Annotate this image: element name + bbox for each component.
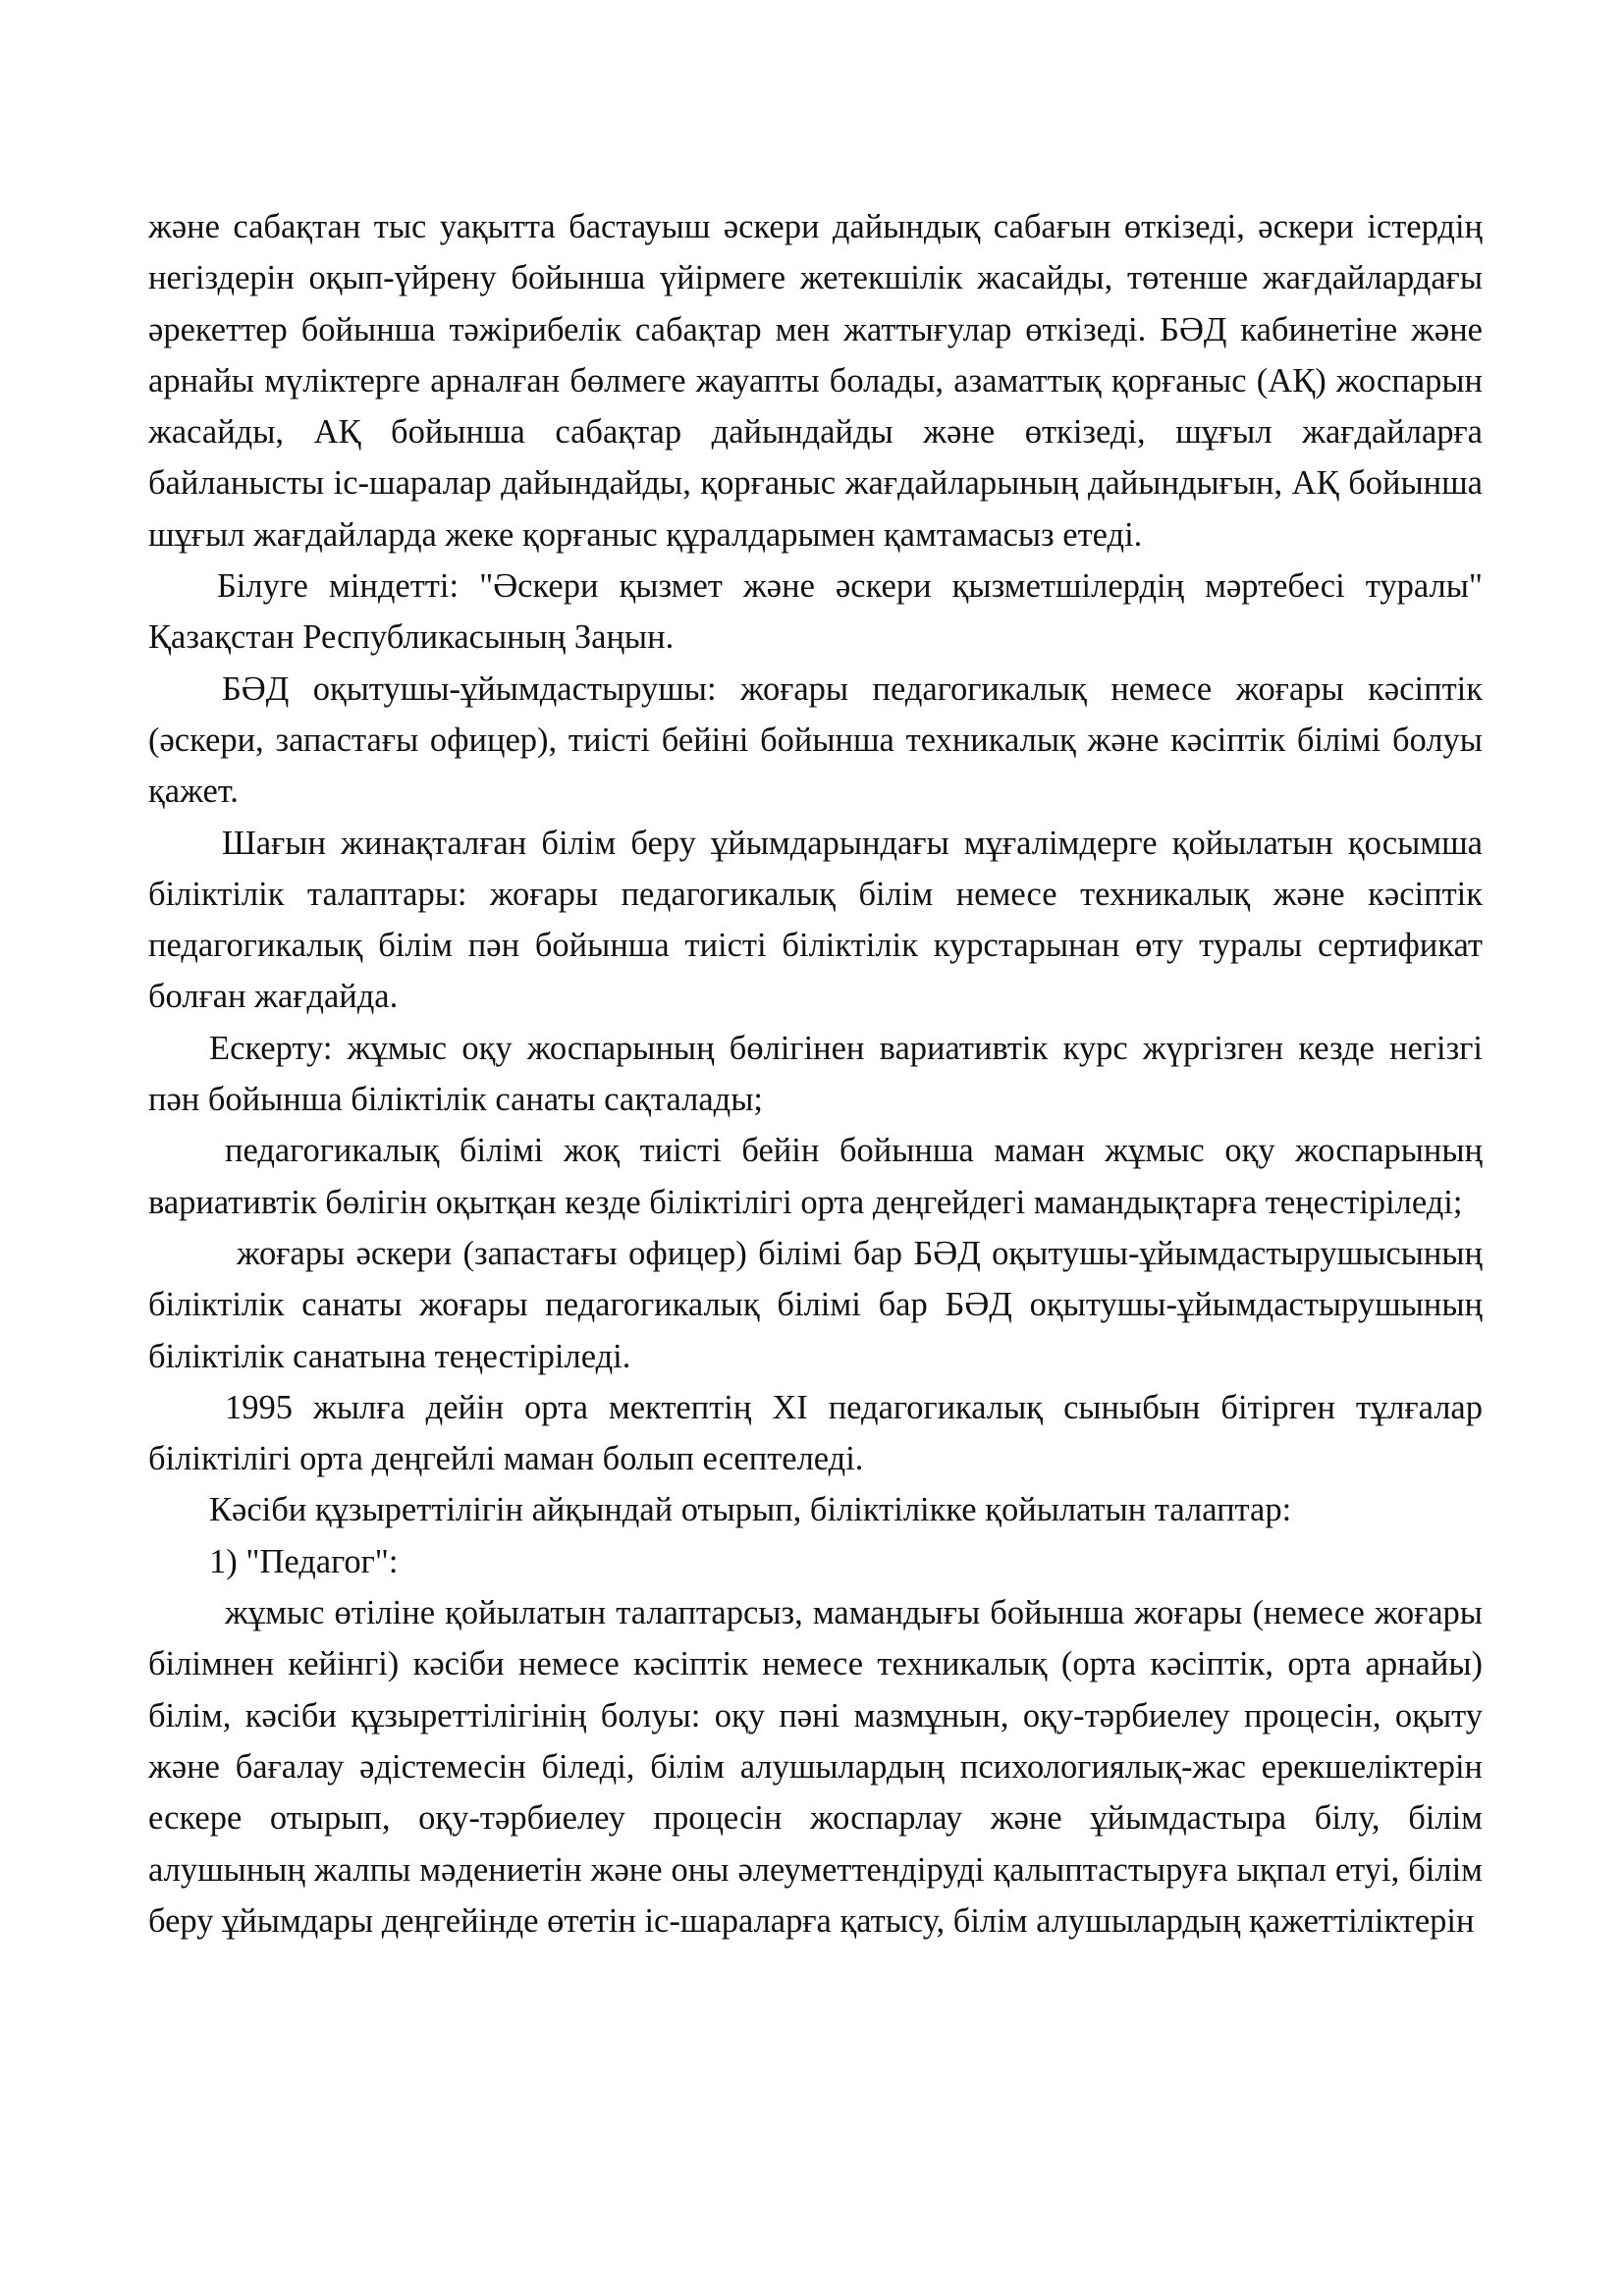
paragraph-pedagogue-requirements: жұмыс өтіліне қойылатын талаптарсыз, мамандығы бойынша жоғары (немесе жоғары білімнен кейінгі) кәсіби немесе кәсіптік немесе техникалық (орта кәсіптік, орта арнайы) білім, кәсіби құзыреттілігінің болуы: оқу пәні мазмұнын, оқу-тәрбиелеу процесін, оқыту және бағалау әдістемесін біледі, білім алушылардың психологиялық-жас ерекшеліктерін ескере отырып, оқу-тәрбиелеу процесін жоспарлау және ұйымдастыра білу, білім алушының жалпы мәдениетін және оны әлеуметтендіруді қалыптастыруға ықпал етуі, білім беру ұйымдары деңгейінде өтетін іс-шараларға қатысу, білім алушылардың қажеттіліктерін [148, 1594, 1483, 1940]
paragraph-military-education: жоғары әскери (запастағы офицер) білімі бар БӘД оқытушы-ұйымдастырушысының біліктілік санаты жоғары педагогикалық білімі бар БӘД оқытушы-ұйымдастырушының біліктілік санатына теңестіріледі. [148, 1234, 1483, 1375]
paragraph-no-pedagogical-education: педагогикалық білімі жоқ тиісті бейін бойынша маман жұмыс оқу жоспарының вариативтік бөлігін оқытқан кезде біліктілігі орта деңгейдегі мамандықтарға теңестіріледі; [148, 1132, 1483, 1221]
paragraph-small-school-requirements: Шағын жинақталған білім беру ұйымдарындағы мұғалімдерге қойылатын қосымша біліктілік талаптары: жоғары педагогикалық білім немесе техникалық және кәсіптік педагогикалық білім пән бойынша тиісті біліктілік курстарынан өту туралы сертификат болған жағдайда. [148, 824, 1483, 1016]
list-item-pedagogue-heading: 1) "Педагог": [209, 1542, 399, 1580]
paragraph-note: Ескерту: жұмыс оқу жоспарының бөлігінен вариативтік курс жүргізген кезде негізгі пән бойынша біліктілік санаты сақталады; [148, 1029, 1483, 1119]
paragraph-qualification-requirements: Кәсіби құзыреттілігін айқындай отырып, біліктілікке қойылатын талаптар: [209, 1491, 1292, 1529]
paragraph-duties-continued: және сабақтан тыс уақытта бастауыш әскери дайындық сабағын өткізеді, әскери істердің негіздерін оқып-үйрену бойынша үйірмеге жетекшілік жасайды, төтенше жағдайлардағы әрекеттер бойынша тәжірибелік сабақтар мен жаттығулар өткізеді. БӘД кабинетіне және арнайы мүліктерге арналған бөлмеге жауапты болады, азаматтық қорғаныс (АҚ) жоспарын жасайды, АҚ бойынша сабақтар дайындайды және өткізеді, шұғыл жағдайларға байланысты іс-шаралар дайындайды, қорғаныс жағдайларының дайындығын, АҚ бойынша шұғыл жағдайларда жеке қорғаныс құралдарымен қамтамасыз етеді. [148, 208, 1483, 554]
document-page [148, 201, 1483, 1947]
paragraph-must-know: Білуге міндетті: "Әскери қызмет және әскери қызметшілердің мәртебесі туралы" Қазақстан Республикасының Заңын. [148, 567, 1483, 657]
paragraph-1995-graduates: 1995 жылға дейін орта мектептің XI педагогикалық сыныбын бітірген тұлғалар біліктілігі орта деңгейлі маман болып есептеледі. [148, 1388, 1483, 1478]
paragraph-bad-teacher-requirements: БӘД оқытушы-ұйымдастырушы: жоғары педагогикалық немесе жоғары кәсіптік (әскери, запастағы офицер), тиісті бейіні бойынша техникалық және кәсіптік білімі болуы қажет. [148, 669, 1483, 811]
